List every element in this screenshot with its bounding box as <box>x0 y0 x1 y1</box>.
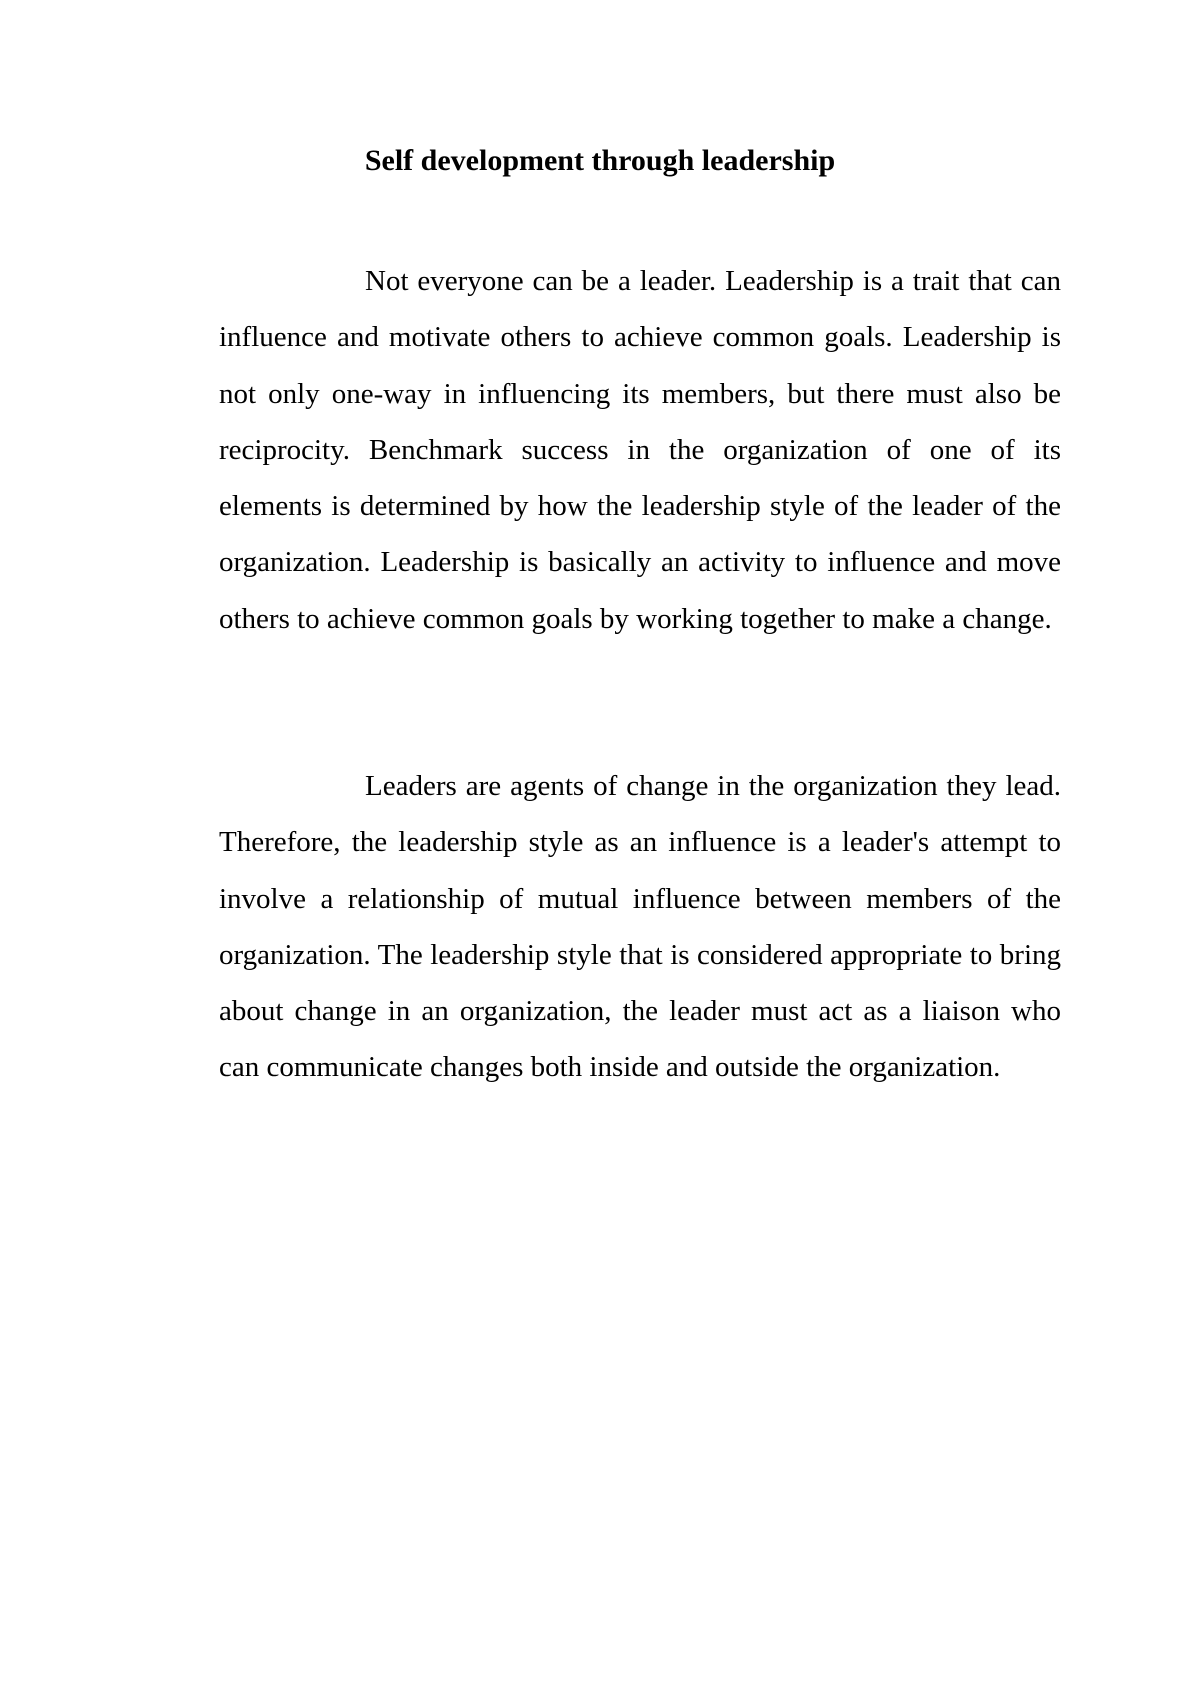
body-paragraph-1: Not everyone can be a leader. Leadership is a trait that can influence and motivate others to achieve common goals. Leadership is not only one-way in influencing its members, but there must also be reciprocity. Benchmark success in the organization of one of its elements is determined by how the leadership style of the leader of the organization. Leadership is basically an activity to influence and move others to achieve common goals by working together to make a change. <box>219 265 1061 635</box>
body-paragraph-2: Leaders are agents of change in the organization they lead. Therefore, the leadership style as an influence is a leader's attempt to involve a relationship of mutual influence between members of the organization. The leadership style that is considered appropriate to bring about change in an organization, the leader must act as a liaison who can communicate changes both inside and outside the organization. <box>219 770 1061 1084</box>
document-title: Self development through leadership <box>364 144 836 177</box>
